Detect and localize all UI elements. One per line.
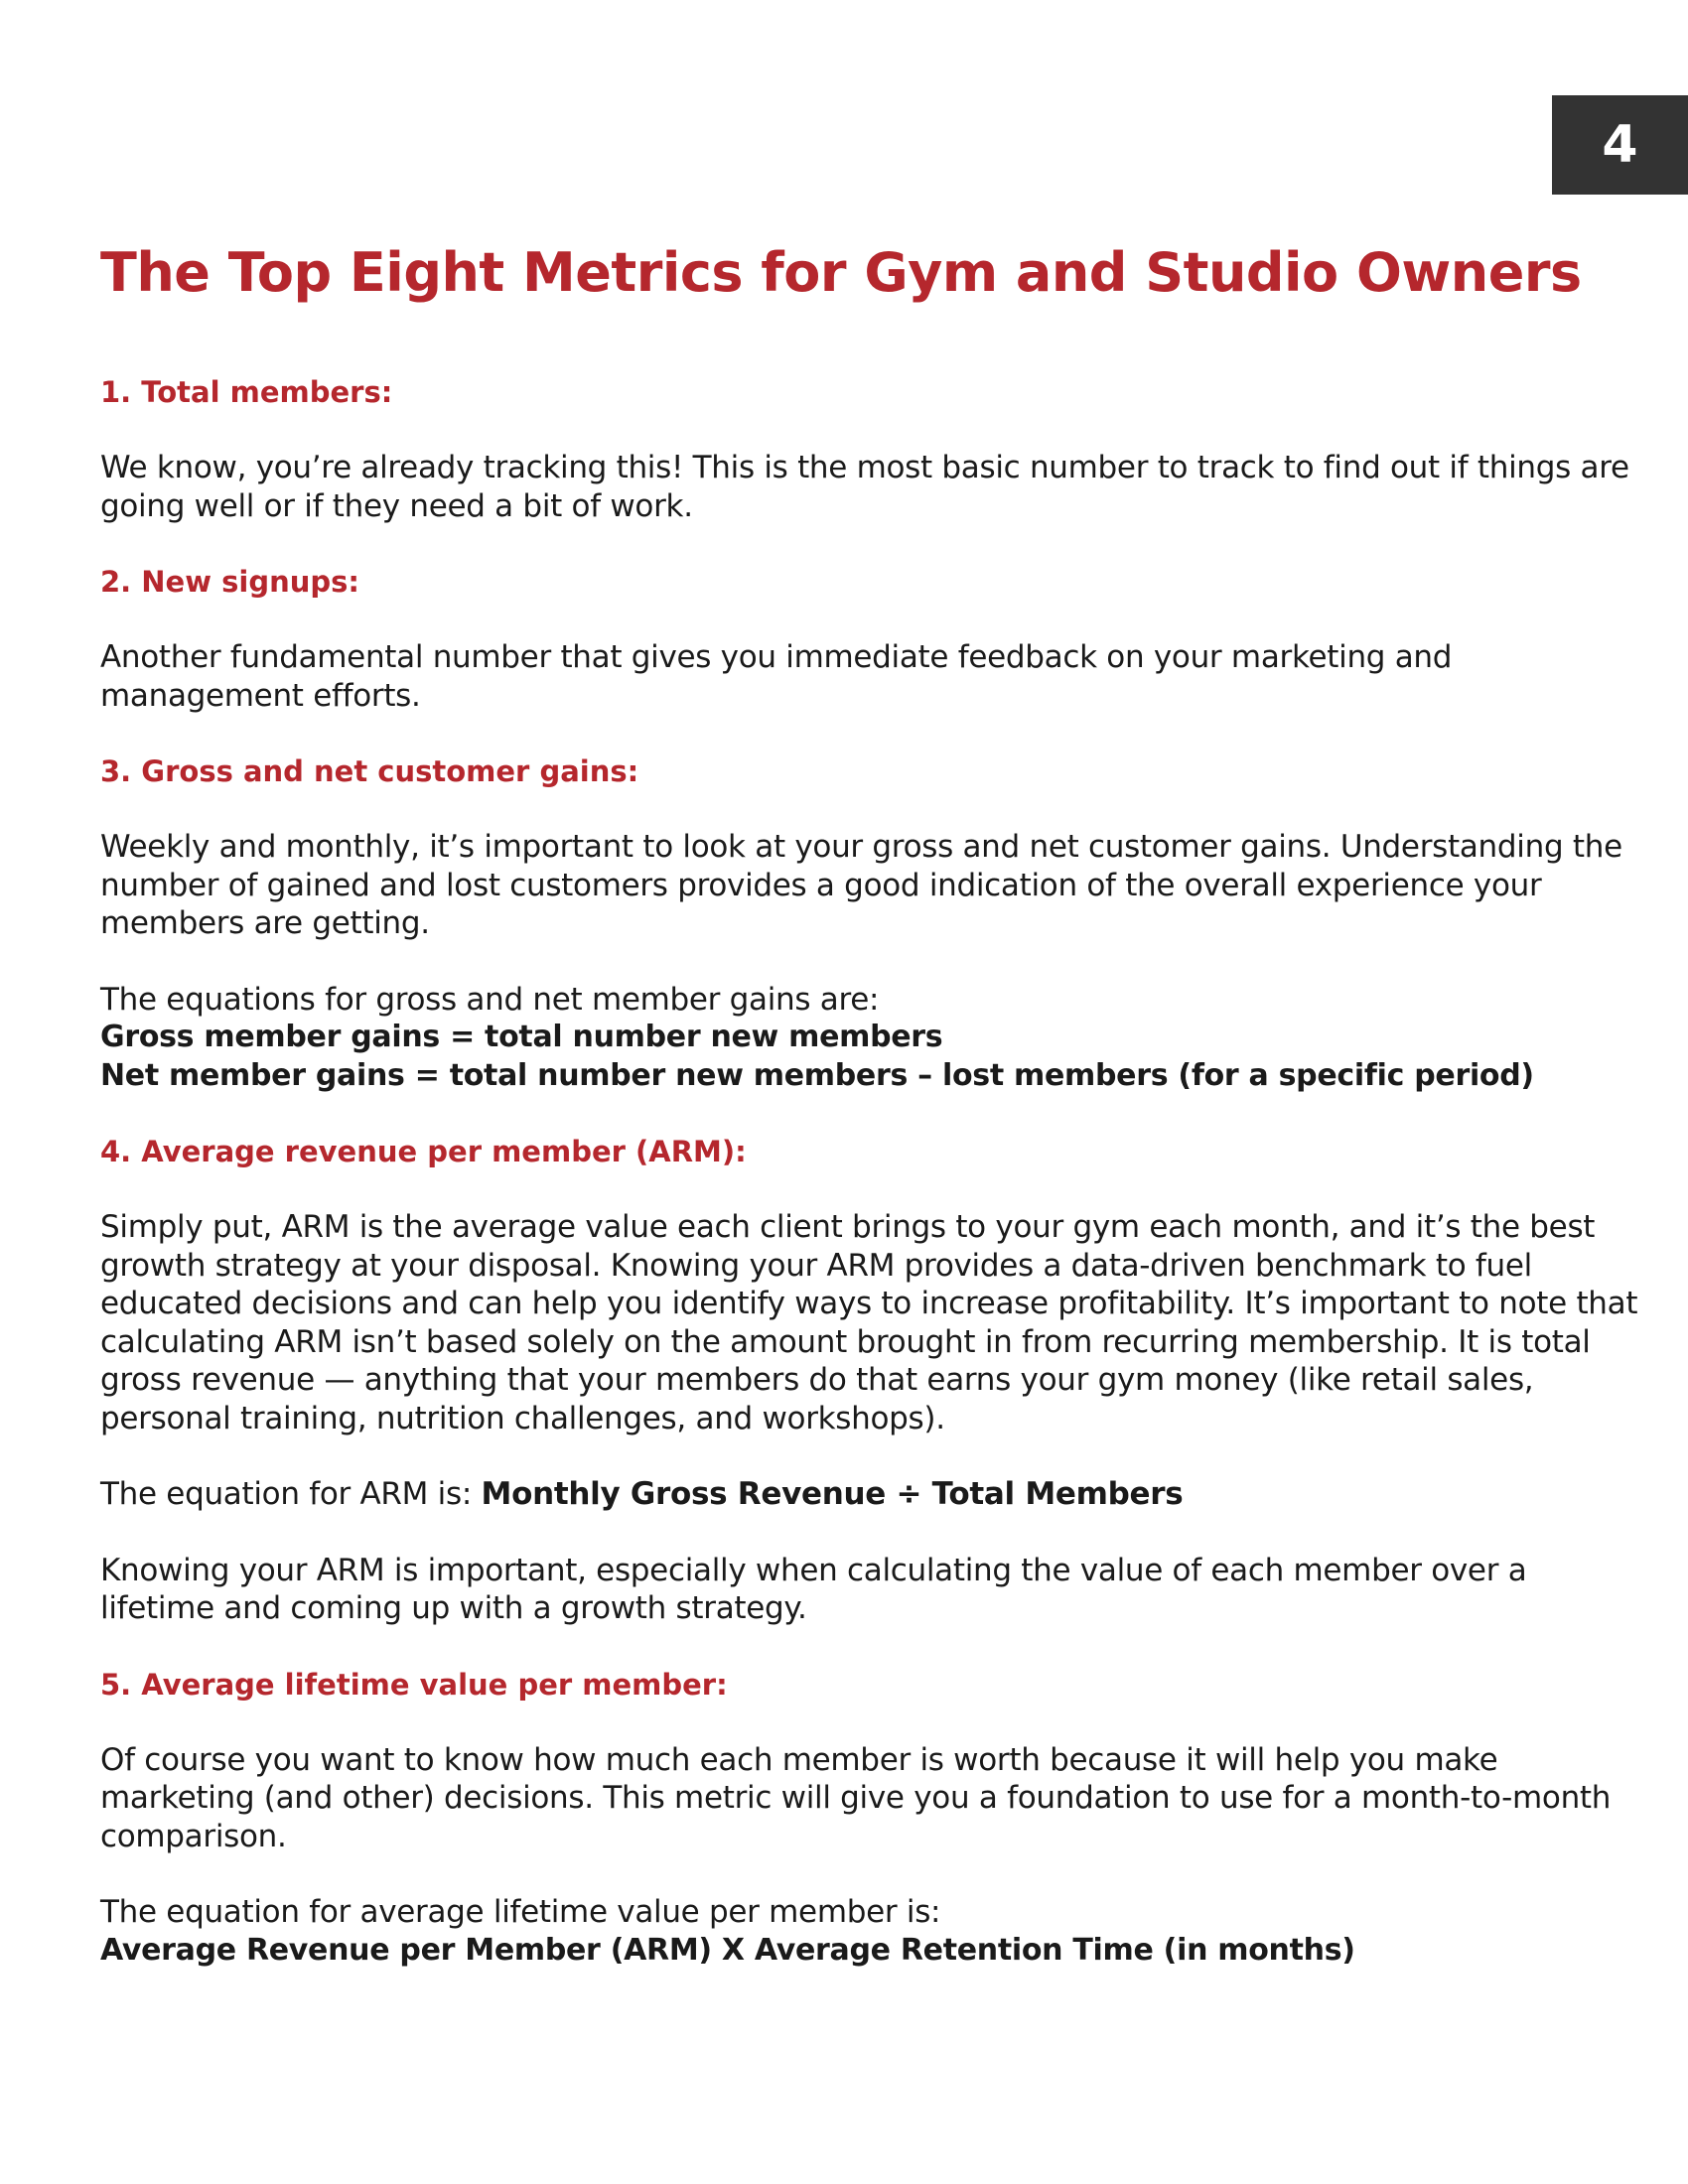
equation-arm: Monthly Gross Revenue ÷ Total Members [481,1476,1184,1512]
equation-block-lifetime-value [100,1893,1649,1970]
section-heading-arm: 4. Average revenue per member (ARM): [100,1135,747,1168]
section-body-total-members: We know, you’re already tracking this! This is the most basic number to track to find out if things are going well or if they need a bit of work. [100,450,1629,524]
section-heading-customer-gains: 3. Gross and net customer gains: [100,754,639,788]
section-body-arm-followup: Knowing your ARM is important, especially when calculating the value of each member over a lifetime and coming up with a growth strategy. [100,1552,1527,1626]
equation-block-customer-gains [100,981,1649,1096]
page-title: The Top Eight Metrics for Gym and Studio Owners [100,241,1582,304]
equation-line-arm [100,1475,1649,1514]
section-body-arm: Simply put, ARM is the average value each client brings to your gym each month, and it’s the best growth strategy at your disposal. Knowing your ARM provides a data-driven benchmark to fuel educated decisions and can help you identify ways to increase profitability. It’s important to note that calculating ARM isn’t based solely on the amount brought in from recurring membership. It is total gross revenue — anything that your members do that earns your gym money (like retail sales, personal training, nutrition challenges, and workshops). [100,1209,1638,1436]
section-heading-lifetime-value: 5. Average lifetime value per member: [100,1667,728,1702]
equation-net-member-gains: Net member gains = total number new members – lost members (for a specific period) [100,1057,1534,1093]
section-body-customer-gains: Weekly and monthly, it’s important to look at your gross and net customer gains. Understanding the number of gained and lost customers provides a good indication of the overall experience your members are getting. [100,829,1622,941]
equation-intro-arm: The equation for ARM is: [100,1476,482,1512]
document-body [100,238,1649,2007]
equation-intro-lifetime-value: The equation for average lifetime value per member is: [100,1894,941,1930]
section-body-lifetime-value: Of course you want to know how much each member is worth because it will help you make marketing (and other) decisions. This metric will give you a foundation to use for a month-to-month comparison. [100,1741,1612,1854]
section-body-new-signups: Another fundamental number that gives you immediate feedback on your marketing and management efforts. [100,639,1453,714]
page-number-badge: 4 [1552,95,1688,195]
equation-intro-customer-gains: The equations for gross and net member gains are: [100,981,880,1018]
section-heading-new-signups: 2. New signups: [100,565,359,599]
section-heading-total-members: 1. Total members: [100,375,393,409]
equation-lifetime-value: Average Revenue per Member (ARM) X Average Retention Time (in months) [100,1932,1355,1968]
equation-gross-member-gains: Gross member gains = total number new members [100,1020,943,1054]
